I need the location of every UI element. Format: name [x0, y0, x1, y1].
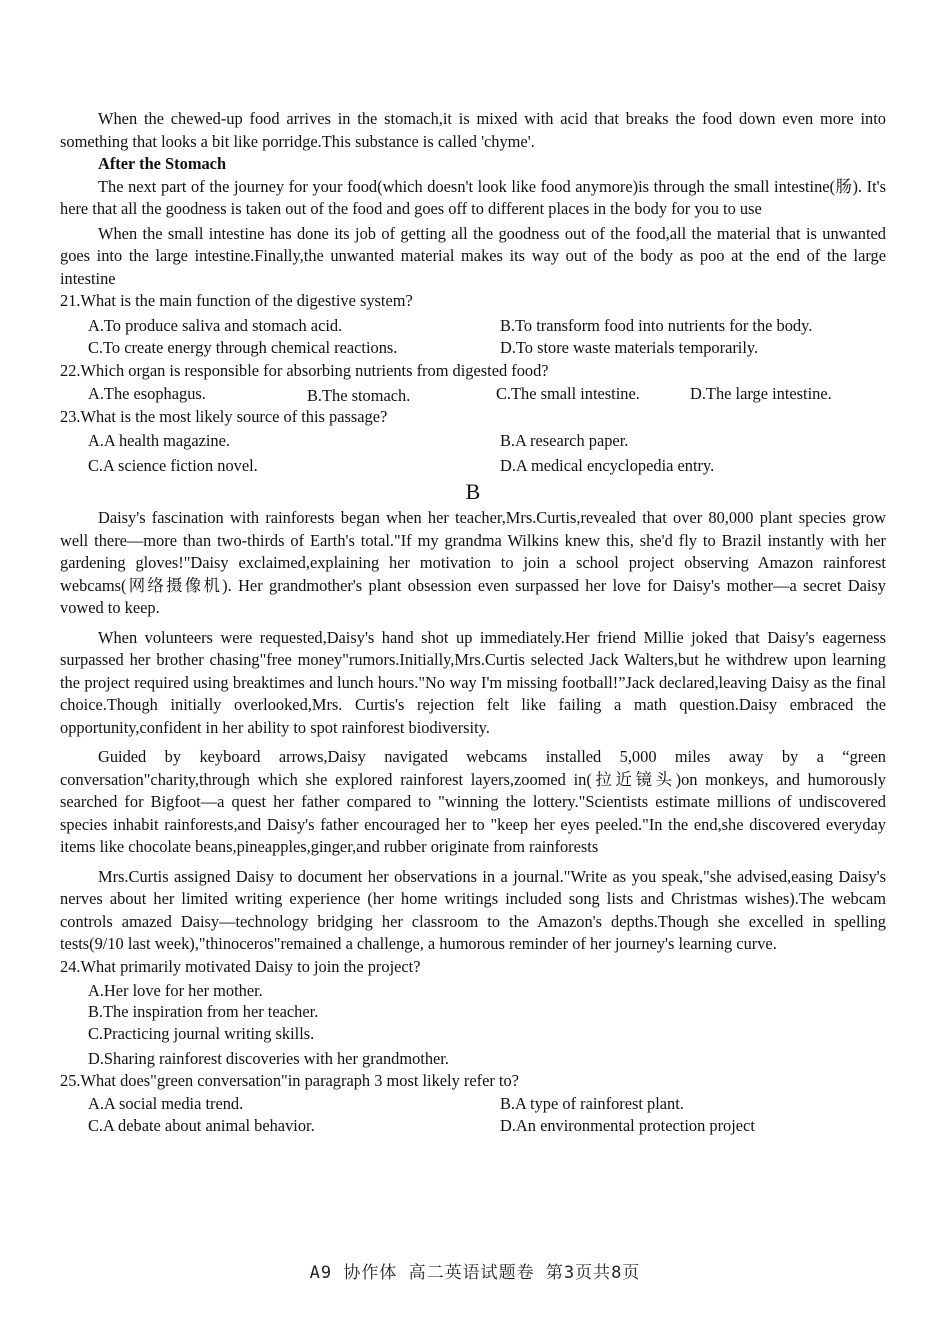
option-c[interactable]: C.The small intestine.	[496, 384, 640, 403]
option-c[interactable]: C.Practicing journal writing skills.	[88, 1024, 315, 1043]
question-stem: 23.What is the most likely source of this passage?	[60, 406, 388, 426]
option-c[interactable]: C.To create energy through chemical reactions.	[88, 338, 398, 357]
option-a[interactable]: A.Her love for her mother.	[88, 981, 263, 1000]
passage-a-paragraph: The next part of the journey for your food(which doesn't look like food anymore)is through the small intestine(肠). It's here that all the goodness is taken out of the food and goes off to different places in the body for you to use	[60, 176, 886, 218]
option-a[interactable]: A.A health magazine.	[88, 431, 231, 450]
option-d[interactable]: D.To store waste materials temporarily.	[500, 338, 759, 357]
question-21	[60, 290, 886, 360]
question-stem: 25.What does"green conversation"in paragraph 3 most likely refer to?	[60, 1071, 519, 1090]
passage-a-paragraph: When the chewed-up food arrives in the stomach,it is mixed with acid that breaks the food down even more into something that looks a bit like porridge.This substance is called 'chyme'.	[60, 109, 886, 151]
passage-b-paragraph: Mrs.Curtis assigned Daisy to document her observations in a journal."Write as you speak,"she advised,easing Daisy's nerves about her limited writing experience (her home writings included song lists and Christmas wishes).The webcam controls amazed Daisy—technology bridging her classroom to the Amazon's depths.Though she excelled in spelling tests(9/10 last week),"thinoceros"remained a challenge, a humorous reminder of her journey's learning curve.	[60, 866, 886, 953]
option-d[interactable]: D.The large intestine.	[690, 384, 832, 403]
question-22	[60, 360, 886, 406]
option-b[interactable]: B.To transform food into nutrients for the body.	[500, 315, 813, 335]
section-b-title: B	[465, 479, 481, 504]
option-b[interactable]: B.A type of rainforest plant.	[500, 1093, 684, 1113]
page-footer: A9 协作体 高二英语试题卷 第3页共8页	[309, 1263, 641, 1283]
question-stem: 24.What primarily motivated Daisy to join the project?	[60, 956, 421, 976]
passage-b-paragraph: Guided by keyboard arrows,Daisy navigated webcams installed 5,000 miles away by a “green conversation"charity,through which she explored rainforest layers,zoomed in(拉近镜头)on monkeys, and humorously searched for Bigfoot—a quest her father compared to "winning the lottery."Scientists estimate millions of undiscovered species inhabit rainforests,and Daisy's father encouraged her to "keep her eyes peeled."In the end,she discovered everyday items like chocolate beans,pineapples,ginger,and rubber originate from rainforests	[60, 747, 886, 856]
option-b[interactable]: B.A research paper.	[500, 431, 629, 450]
passage-a-subheading: After the Stomach	[98, 154, 227, 173]
question-24	[60, 956, 886, 1071]
option-c[interactable]: C.A debate about animal behavior.	[88, 1116, 315, 1135]
question-stem: 22.Which organ is responsible for absorbing nutrients from digested food?	[60, 360, 549, 380]
option-d[interactable]: D.Sharing rainforest discoveries with her grandmother.	[88, 1048, 449, 1068]
question-stem: 21.What is the main function of the digestive system?	[60, 291, 413, 310]
option-a[interactable]: A.A social media trend.	[88, 1093, 244, 1113]
option-c[interactable]: C.A science fiction novel.	[88, 455, 258, 475]
option-b[interactable]: B.The inspiration from her teacher.	[88, 1001, 319, 1021]
option-a[interactable]: A.The esophagus.	[88, 384, 206, 403]
passage-a-paragraph: When the small intestine has done its job of getting all the goodness out of the food,all the material that is unwanted goes into the large intestine.Finally,the unwanted material makes its way out of the body as poo at the end of the large intestine	[60, 223, 886, 288]
option-d[interactable]: D.A medical encyclopedia entry.	[500, 455, 715, 475]
option-b[interactable]: B.The stomach.	[307, 386, 411, 405]
exam-page	[60, 108, 886, 1138]
passage-b-paragraph: When volunteers were requested,Daisy's hand shot up immediately.Her friend Millie joked that Daisy's eagerness surpassed her brother chasing"free money"rumors.Initially,Mrs.Curtis selected Jack Walters,but he withdrew upon learning the project required using breaktimes and lunch hours."No way I'm missing football!”Jack declared,leaving Daisy as the final choice.Though initially overlooked,Mrs. Curtis's rejection felt like failing a math question.Daisy embraced the opportunity,confident in her ability to spot rainforest biodiversity.	[60, 627, 886, 737]
question-25	[60, 1070, 886, 1138]
option-a[interactable]: A.To produce saliva and stomach acid.	[88, 315, 343, 335]
passage-b-paragraph: Daisy's fascination with rainforests began when her teacher,Mrs.Curtis,revealed that over 80,000 plant species grow well there—more than two-thirds of Earth's total."If my grandma Wilkins knew this, she'd fly to Brazil instantly with her gardening gloves!"Daisy exclaimed,explaining her motivation to join a school project observing Amazon rainforest webcams(网络摄像机). Her grandmother's plant obsession even surpassed her love for Daisy's mother—a secret Daisy vowed to keep.	[60, 508, 886, 617]
option-d[interactable]: D.An environmental protection project	[500, 1116, 755, 1135]
question-23	[60, 406, 886, 478]
